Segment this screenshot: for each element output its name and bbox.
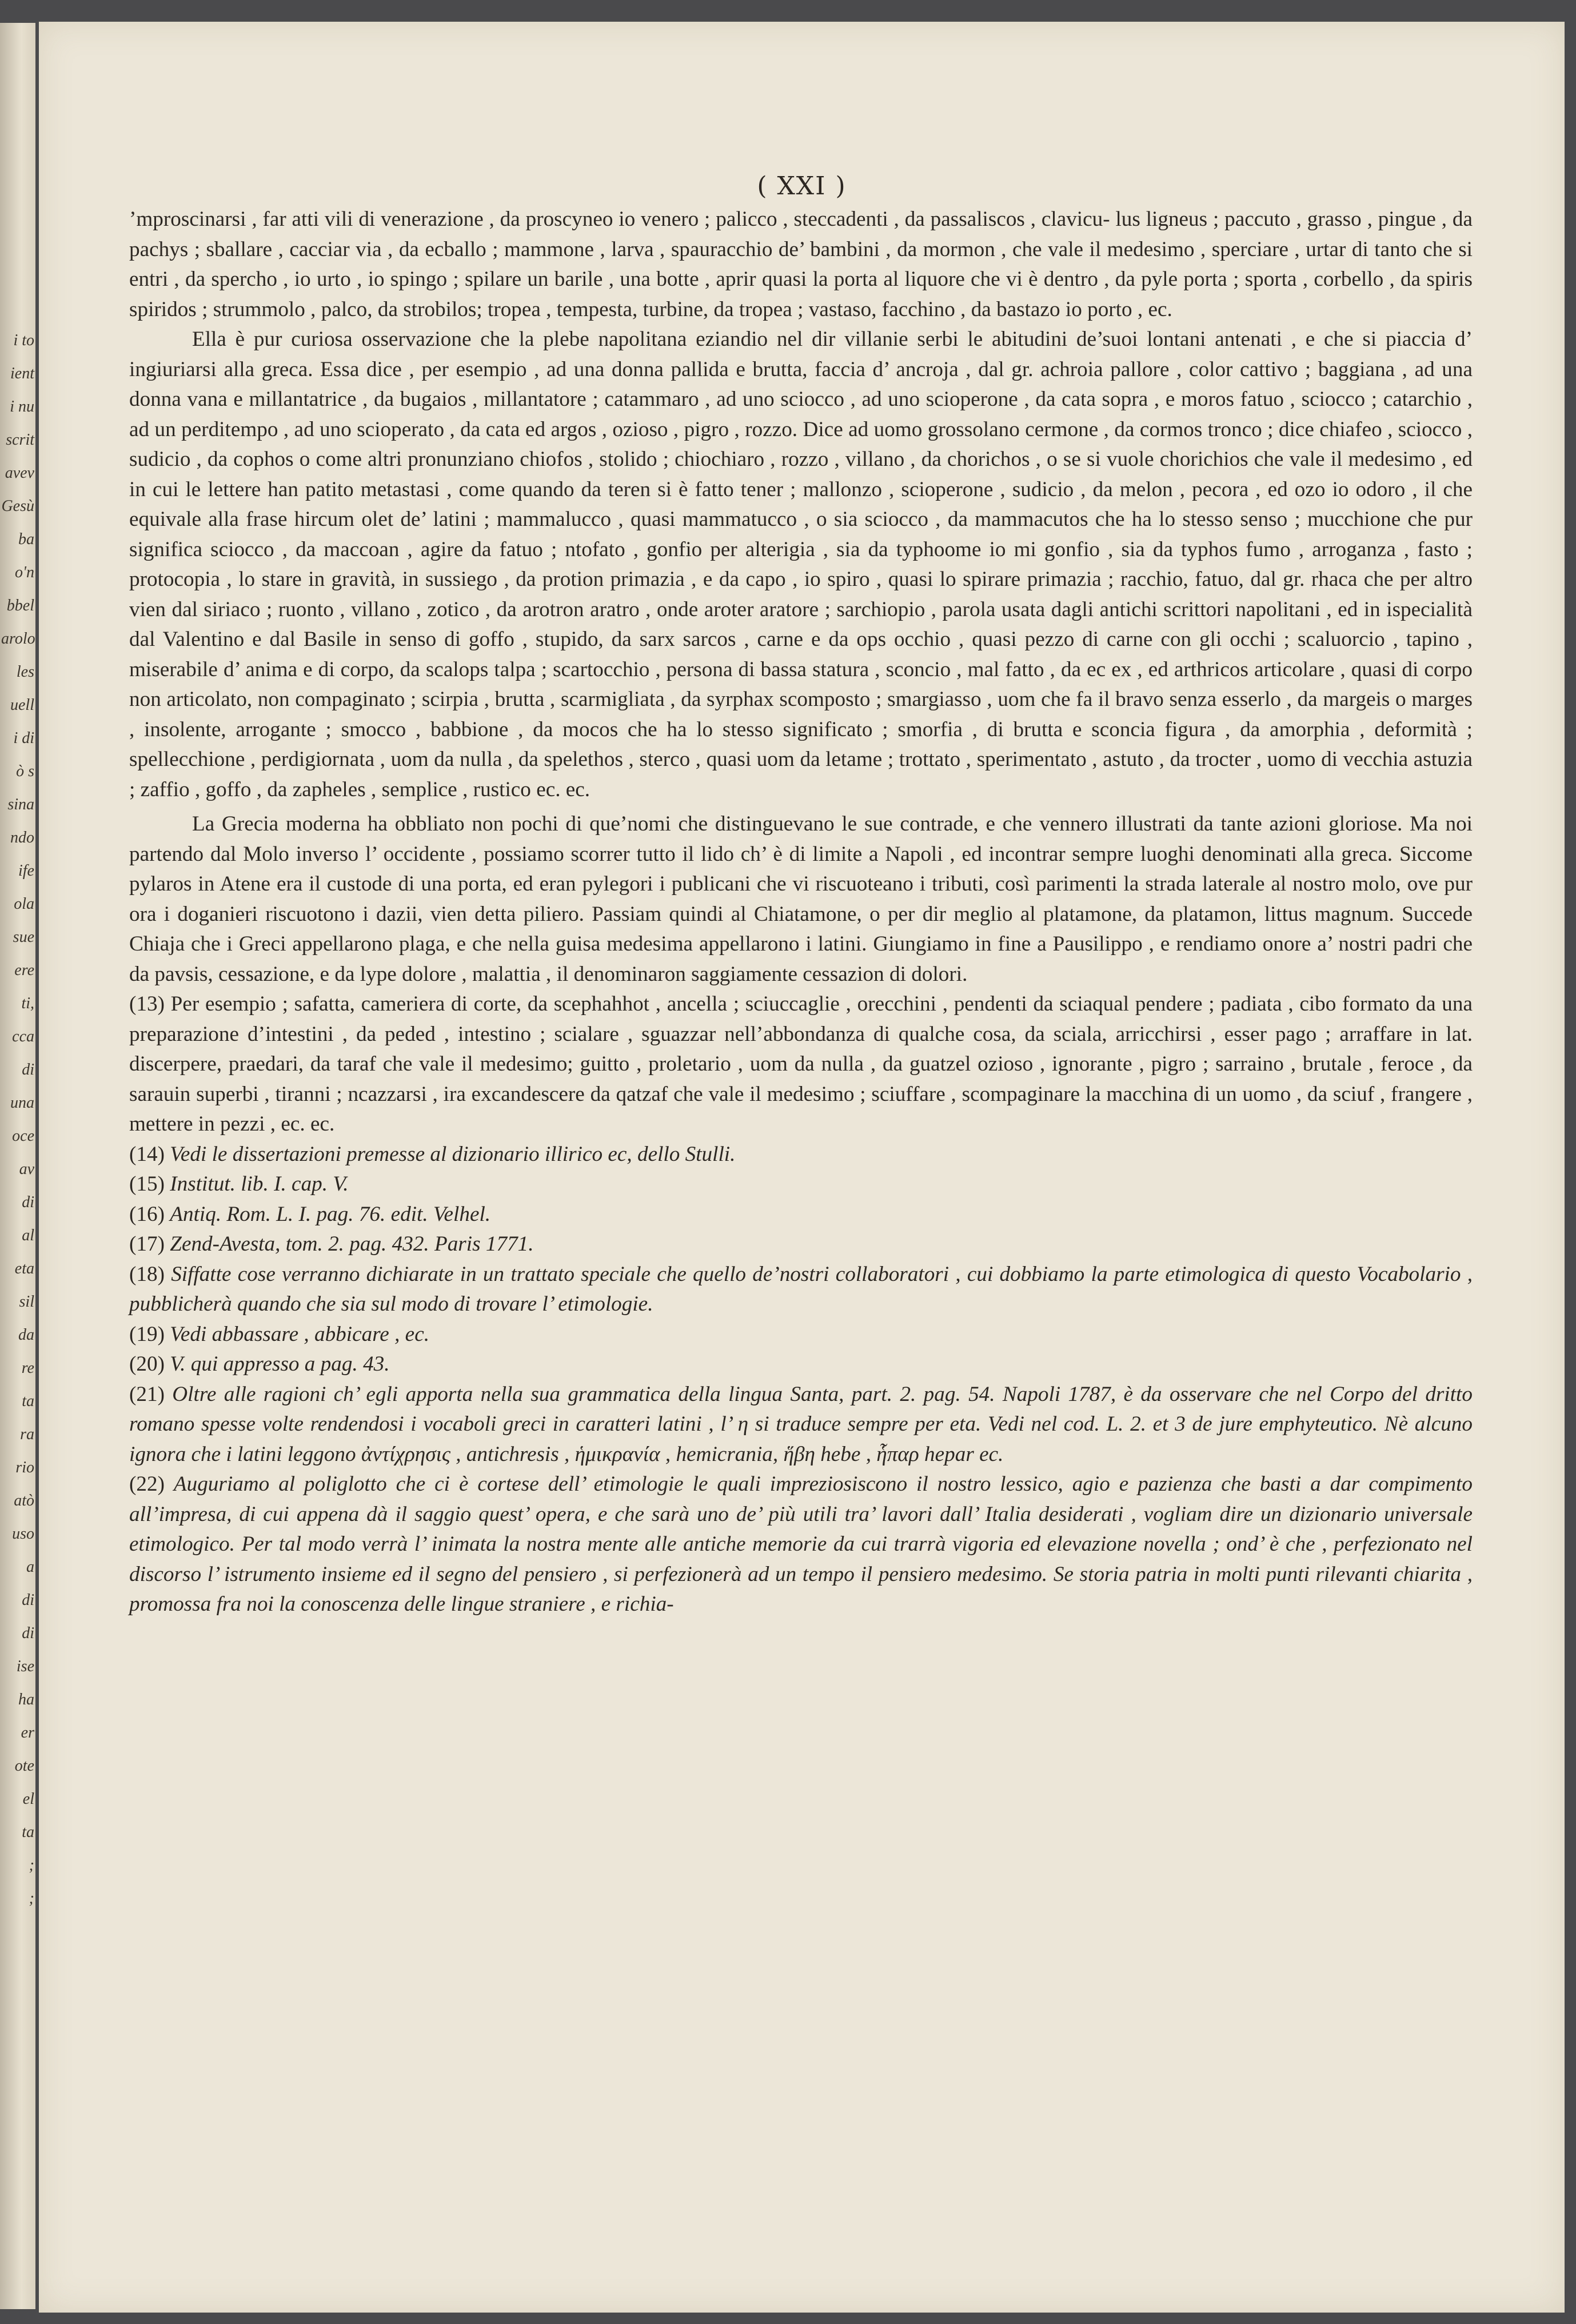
adjacent-page-fragment: ò s [16,762,34,780]
footnote [129,1260,1473,1320]
footnote-text: Vedi le dissertazioni premesse al dizionario illirico ec, dello Stulli. [170,1142,736,1166]
adjacent-page-fragment: ha [18,1691,34,1708]
adjacent-page-fragment: scrit [6,431,34,449]
footnote-text: Auguriamo al poliglotto che ci è cortese dell’ etimologie le quali impreziosiscono il nostro lessico, agio e pazienza che basti a dar compimento all’impresa, di cui appena dà il saggio quest’ opera, e che sarà uno de’ più utili tra’ lavori dall’ Italia desiderati , vogliam dire un dizionario universale etimologico. Per tal modo verrà l’ inimata la nostra mente alle antiche memorie da cui trarrà vigoria ed elevazione novella ; ond’ è che , perfezionato nel discorso l’ istrumento insieme ed il segno del pensiero , si perfezionerà ad un tempo il pensiero medesimo. Se storia patria in molti punti rilevanti chiarita , promossa fra noi la conoscenza delle lingue straniere , e richia- [129,1472,1473,1616]
adjacent-page-fragment: ere [14,961,34,979]
footnote-number: (15) [129,1172,170,1196]
adjacent-page-fragment: ba [18,530,34,548]
adjacent-page-fragment: bbel [6,597,34,614]
adjacent-page-fragment: ife [18,862,34,880]
adjacent-page-fragment: arolo [1,630,35,648]
adjacent-page-fragment: atò [14,1492,34,1510]
footnote-number: (17) [129,1232,170,1256]
footnote-text: Zend-Avesta, tom. 2. pag. 432. Paris 1771. [170,1232,534,1256]
adjacent-page-fragment: da [18,1326,34,1344]
footnote [129,989,1473,1140]
adjacent-page-fragment: di [22,1061,34,1079]
adjacent-page-fragment: o'n [15,564,34,581]
footnote [129,1349,1473,1380]
page-body [129,205,1473,1620]
adjacent-page-fragment: di [22,1624,34,1642]
adjacent-page-fragment: ola [14,895,34,913]
footnote-text: Siffatte cose verranno dichiarate in un trattato speciale che quello de’nostri collaboratori , cui dobbiamo la parte etimologica di questo Vocabolario , pubblicherà quando che sia sul modo di trovare l’ etimologie. [129,1262,1473,1316]
adjacent-page-fragment: ta [22,1823,34,1841]
footnote [129,1140,1473,1170]
adjacent-page-fragment: avev [5,464,34,482]
adjacent-page-fragment: ; [29,1890,34,1907]
footnote-number: (22) [129,1472,174,1496]
adjacent-page-fragment: uell [10,696,34,714]
adjacent-page-fragment: ndo [10,829,34,846]
page-number: ( XXI ) [757,171,847,201]
adjacent-page-fragment: una [10,1094,34,1112]
adjacent-page-fragment: re [21,1359,34,1377]
footnote-text: Oltre alle ragioni ch’ egli apporta nella sua grammatica della lingua Santa, part. 2. pag. 54. Napoli 1787, è da osservare che nel Corpo del dritto romano spesse volte rendendosi i vocaboli greci in caratteri latini , l’ η si traduce sempre per eta. Vedi nel cod. L. 2. et 3 de jure emphyteutico. Nè alcuno ignora che i latini leggono ἀντίχρησις , antichresis , ἡμικρανία , hemicrania, ἥβη hebe , ἧπαρ hepar ec. [129,1382,1473,1466]
adjacent-page-fragment: ra [20,1425,34,1443]
footnote-text: Per esempio ; safatta, cameriera di corte, da scephahhot , ancella ; sciuccaglie , orecchini , pendenti da sciaqual pendere ; padiata , cibo formato da una preparazione d’intestini , da peded , intestino ; scialare , sguazzar nell’abbondanza di qualche cosa, da sciala, arricchirsi , esser pago ; arraffare in lat. discerpere, praedari, da taraf che vale il medesimo; guitto , proletario , uom da nulla , da guatzel ozioso , ignorante , pigro ; sarraino , brutale , feroce , da sarauin superbi , tiranni ; ncazzarsi , ira excandescere da qatzaf che vale il medesimo ; sciuffare , scompaginare la macchina di un uomo , da sciuf , frangere , mettere in pezzi , ec. ec. [129,992,1473,1136]
adjacent-page-fragment: ta [22,1392,34,1410]
footnote-number: (20) [129,1352,170,1376]
adjacent-page-fragment: les [16,663,34,681]
adjacent-page-fragment: ti, [21,995,34,1012]
adjacent-page-fragment: sil [19,1293,34,1311]
adjacent-page-edge [0,23,35,2309]
footnotes [129,989,1473,1620]
adjacent-page-fragment: al [22,1227,34,1244]
footnote-text: Antiq. Rom. L. I. pag. 76. edit. Velhel. [170,1202,491,1226]
adjacent-page-fragment: rio [15,1459,34,1476]
footnote [129,1229,1473,1260]
adjacent-page-fragment: av [19,1160,34,1178]
footnote [129,1169,1473,1200]
footnote [129,1200,1473,1230]
adjacent-page-fragment: ; [29,1856,34,1874]
adjacent-page-fragment: sue [13,928,34,946]
footnote-number: (21) [129,1382,173,1406]
adjacent-page-fragment: cca [12,1028,34,1045]
adjacent-page-fragment: uso [12,1525,34,1543]
paragraph-place-names: La Grecia moderna ha obbliato non pochi di que’nomi che distinguevano le sue contrade, e che vennero illustrati da tante azioni gloriose. Ma noi partendo dal Molo inverso l’ occidente , possiamo scorrer tutto il lido ch’ è di limite a Napoli , ed incontrar sempre luoghi denominati alla greca. Siccome pylaros in Atene era il custode di una porta, ed eran pylegori i publicani che vi riscuoteano i tributi, così parimenti la strada laterale al nostro molo, ove pur ora i doganieri riscuotono i dazii, vien detta piliero. Passiam quindi al Chiatamone, o per dir meglio al platamone, da platamon, littus magnum. Succede Chiaja che i Greci appellarono plaga, e che nella guisa medesima appellarono i latini. Giungiamo in fine a Pausilippo , e rendiamo onore a’ nostri padri che da pavsis, cessazione, e da lype dolore , malattia , il denominaron saggiamente cessazion di dolori. [129,812,1473,986]
adjacent-page-fragment: sina [7,796,34,813]
footnote-number: (18) [129,1262,171,1286]
adjacent-page-fragment: ote [14,1757,34,1775]
adjacent-page-fragment: ise [16,1658,34,1675]
footnote-number: (13) [129,992,171,1016]
footnote-text: Vedi abbassare , abbicare , ec. [170,1322,429,1346]
adjacent-page-fragment: di [22,1193,34,1211]
adjacent-page-fragment: di [22,1591,34,1609]
adjacent-page-fragment: el [22,1790,34,1808]
footnote-text: V. qui appresso a pag. 43. [170,1352,390,1376]
adjacent-page-fragment: oce [12,1127,34,1145]
adjacent-page-fragment: Gesù [1,497,34,515]
adjacent-page-fragment: ient [10,365,34,382]
footnote [129,1380,1473,1470]
footnote-number: (14) [129,1142,170,1166]
adjacent-page-fragment: i to [13,332,34,349]
adjacent-page-fragment: i nu [10,398,34,416]
paragraph-etymologies: ’mproscinarsi , far atti vili di venerazione , da proscyneo io venero ; palicco , steccadenti , da passaliscos , clavicu- lus ligneus ; paccuto , grasso , pingue , da pachys ; sballare , cacciar via , da ecballo ; mammone , larva , spauracchio de’ bambini , da mormon , che vale il medesimo , sperciare , urtar di tanto che si entri , da spercho , io urto , io spingo ; spilare un barile , una botte , aprir quasi la porta al liquore che vi è dentro , da pyle porta ; sporta , corbello , da spiris spiridos ; strummolo , palco, da strobilos; tropea , tempesta, turbine, da tropea ; vastaso, facchino , da bastazo io porto , ec. [129,207,1473,321]
footnote [129,1320,1473,1350]
footnote [129,1470,1473,1620]
footnote-number: (19) [129,1322,170,1346]
footnote-text: Institut. lib. I. cap. V. [170,1172,349,1196]
footnote-number: (16) [129,1202,170,1226]
paragraph-insults: Ella è pur curiosa osservazione che la plebe napolitana eziandio nel dir villanie serbi le abitudini de’suoi lontani antenati , e che si piaccia d’ ingiuriarsi alla greca. Essa dice , per esempio , ad una donna pallida e brutta, faccia d’ ancroja , dal gr. achroia pallore , color cattivo ; baggiana , ad una donna vana e millantatrice , da bugaios , millantatore ; catammaro , ad uno sciocco , ad uno scioperone , da cata sopra , e moros fatuo , sciocco ; catarchio , ad un perditempo , ad uno scioperato , da cata ed argos , ozioso , pigro , rozzo. Dice ad uomo grossolano cermone , da cormos tronco ; dice chiafeo , sciocco , sudicio , da cophos o come altri pronunziano chiofos , stolido ; chiochiaro , rozzo , villano , da chorichos , o se si vuole chorichios che vale il medesimo , ed in cui le lettere han patito metastasi , come quando da teren si è fatto tener ; mallonzo , scioperone , sudicio , da melon , pecora , ed ozo io odoro , il che equivale alla frase hircum olet de’ latini ; mammalucco , quasi mammatucco , o sia sciocco , da mammacutos che ha lo stesso senso ; mucchione che pur significa sciocco , da maccoan , agire da fatuo ; ntofato , gonfio per alterigia , sia da typhoome io mi gonfio , sia da typhos fumo , arroganza , fasto ; protocopia , lo stare in gravità, in sussiego , da protion primazia , e da capo , io spiro , quasi lo spirare primazia ; racchio, fatuo, dal gr. rhaca che per altro vien dal siriaco ; ruonto , villano , zotico , da arotron aratro , onde aroter aratore ; sarchiopio , parola usata dagli antichi scrittori napolitani , ed in ispecialità dal Valentino e dal Basile in senso di goffo , stupido, da sarx sarcos , carne e da ops occhio , quasi pezzo di carne con gli occhi ; scaluorcio , tapino , miserabile d’ anima e di corpo, da scalops talpa ; scartocchio , persona di bassa statura , sconcio , mal fatto , da ec ex , ed arthricos articolare , quasi di corpo non articolato, non compaginato ; scirpia , brutta , scarmigliata , da syrphax scomposto ; smargiasso , uom che fa il bravo senza esserlo , da margeis o marges , insolente, arrogante ; smocco , babbione , da mocos che ha lo stesso significato ; smorfia , di brutta e sconcia figura , da amorphia , deformità ; spellecchione , perdigiornata , uom da nulla , da spelethos , sterco , quasi uom da letame ; trottato , sperimentato , astuto , da trocter , uomo di vecchia astuzia ; zaffio , goffo , da zapheles , semplice , rustico ec. ec. [129,328,1473,801]
adjacent-page-fragment: a [26,1558,34,1576]
adjacent-page-fragment: eta [14,1260,34,1277]
adjacent-page-fragment: i di [13,729,34,747]
book-page [39,22,1565,2313]
adjacent-page-fragment: er [21,1724,34,1742]
